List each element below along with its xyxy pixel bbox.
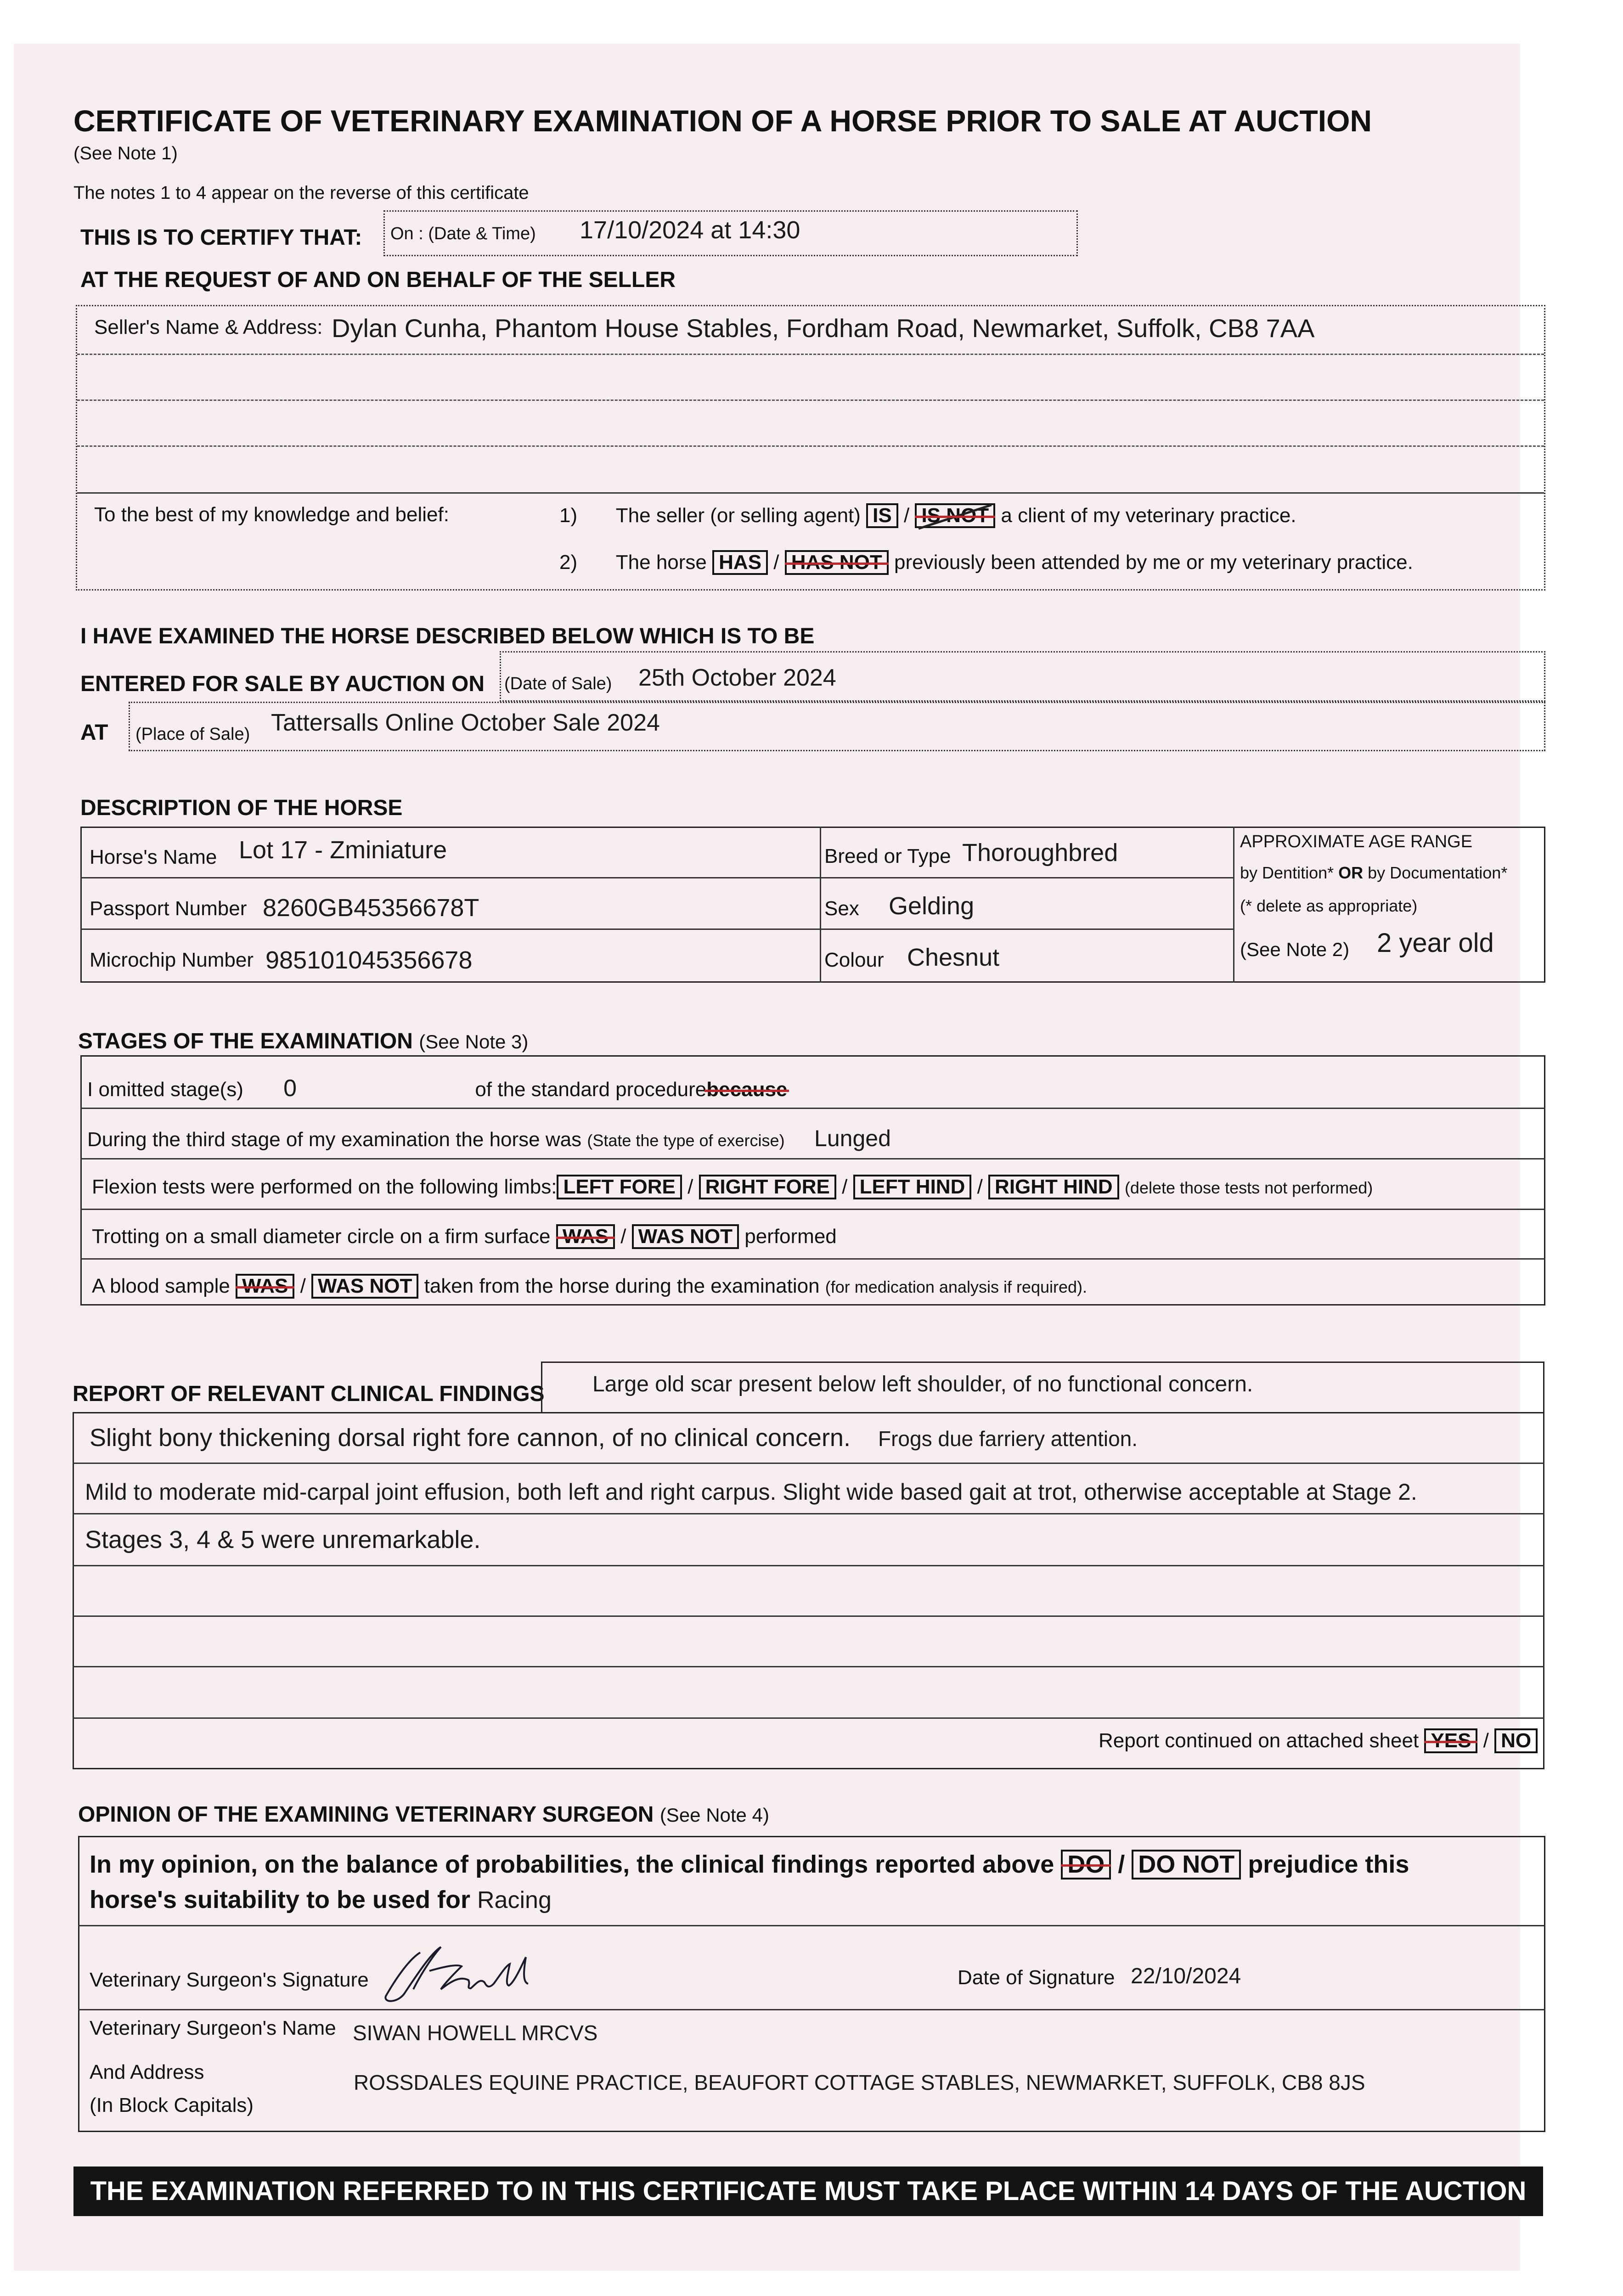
signature-mark (377, 1939, 597, 2008)
colour-label: Colour (824, 949, 884, 971)
opinion-do-option[interactable]: DO (1061, 1850, 1111, 1880)
knowledge-line-1-num: 1) (559, 504, 578, 527)
report-continued-no[interactable]: NO (1494, 1728, 1538, 1753)
findings-line-1 (90, 1424, 1138, 1452)
opinion-heading-note: (See Note 4) (659, 1804, 769, 1826)
microchip-value: 985101045356678 (265, 946, 473, 974)
blood-pre: A blood sample (92, 1275, 230, 1297)
breed-value: Thoroughbred (962, 839, 1118, 867)
opinion-heading (78, 1802, 769, 1827)
omitted-post: of the standard procedure (475, 1078, 707, 1101)
trotting-was-option[interactable]: WAS (556, 1224, 615, 1249)
flexion-right-fore[interactable]: RIGHT FORE (699, 1175, 836, 1199)
seller-line-2 (77, 400, 1544, 401)
knowledge-line-2-text: The horse (615, 551, 707, 574)
opinion-text-line2: horse's suitability to be used for (90, 1886, 470, 1913)
passport-value: 8260GB45356678T (263, 894, 479, 922)
seller-line-3 (77, 445, 1544, 447)
address-label-2: (In Block Capitals) (90, 2094, 254, 2116)
seller-label: Seller's Name & Address: (94, 316, 323, 338)
see-note-1: (See Note 1) (73, 143, 178, 163)
sale-heading: ENTERED FOR SALE BY AUCTION ON (80, 672, 485, 696)
knowledge-line-2 (559, 550, 1413, 575)
flexion-label: Flexion tests were performed on the following limbs: (92, 1176, 557, 1198)
findings-line-1a: Slight bony thickening dorsal right fore cannon, of no clinical concern. (90, 1424, 851, 1452)
certify-label: THIS IS TO CERTIFY THAT: (80, 225, 362, 250)
vet-name-label: Veterinary Surgeon's Name (90, 2017, 336, 2039)
age-methods (1240, 863, 1507, 883)
certify-on-value: 17/10/2024 at 14:30 (580, 216, 800, 244)
findings-line-d (73, 1615, 1544, 1617)
report-continued-row: Report continued on attached sheet YES / NO (1099, 1728, 1538, 1753)
horse-has-option[interactable]: HAS (712, 550, 768, 575)
findings-heading: REPORT OF RELEVANT CLINICAL FINDINGS (73, 1382, 545, 1406)
certificate-title: CERTIFICATE OF VETERINARY EXAMINATION OF A HORSE PRIOR TO SALE AT AUCTION (73, 104, 1372, 138)
sex-label: Sex (824, 897, 859, 920)
report-continued-yes[interactable]: YES (1424, 1728, 1477, 1753)
seller-line-1 (77, 354, 1544, 355)
seller-is-not-option[interactable]: IS NOT (915, 503, 995, 528)
blood-post: taken from the horse during the examination (424, 1275, 820, 1297)
stages-line-1 (80, 1108, 1545, 1109)
signature-label: Veterinary Surgeon's Signature (90, 1969, 369, 1991)
knowledge-label: To the best of my knowledge and belief: (94, 503, 449, 526)
blood-was-not-option[interactable]: WAS NOT (311, 1274, 418, 1299)
stages-line-2 (80, 1158, 1545, 1159)
description-divider-1 (820, 827, 821, 983)
flexion-left-hind[interactable]: LEFT HIND (853, 1175, 972, 1199)
sale-at-label: AT (80, 720, 108, 745)
signature (377, 1939, 597, 2010)
findings-line-f (73, 1717, 1544, 1719)
sale-date-label: (Date of Sale) (504, 674, 612, 693)
opinion-line-1 (78, 1925, 1545, 1926)
examined-heading: I HAVE EXAMINED THE HORSE DESCRIBED BELOW WHICH IS TO BE (80, 624, 815, 648)
stages-line-3 (80, 1209, 1545, 1210)
trotting-post: performed (744, 1225, 837, 1248)
stages-heading (78, 1029, 528, 1054)
third-stage-hint: (State the type of exercise) (587, 1131, 785, 1150)
knowledge-line-2-post: previously been attended by me or my veterinary practice. (894, 551, 1413, 574)
age-heading: APPROXIMATE AGE RANGE (1240, 832, 1473, 851)
flexion-left-fore[interactable]: LEFT FORE (557, 1175, 682, 1199)
knowledge-line-2-sep: / (773, 551, 779, 574)
opinion-text-post: prejudice this (1248, 1851, 1409, 1878)
opinion-heading-text: OPINION OF THE EXAMINING VETERINARY SURGEON (78, 1802, 654, 1827)
horse-name-label: Horse's Name (90, 846, 217, 868)
passport-label: Passport Number (90, 897, 247, 920)
description-divider-2 (1233, 827, 1234, 983)
description-row-line-1 (80, 877, 1233, 878)
age-or: OR (1338, 863, 1364, 882)
knowledge-line-1-sep: / (903, 504, 910, 527)
opinion-use-row (90, 1885, 552, 1914)
address-label-1: And Address (90, 2061, 204, 2083)
age-by-dentition: by Dentition* (1240, 863, 1334, 882)
age-delete-note: (* delete as appropriate) (1240, 896, 1418, 915)
age-value: 2 year old (1377, 928, 1494, 958)
date-signature-label: Date of Signature (958, 1966, 1115, 1989)
knowledge-line-1 (559, 503, 1296, 528)
sale-place-label: (Place of Sale) (135, 725, 250, 744)
notes-line: The notes 1 to 4 appear on the reverse of this certificate (73, 183, 529, 203)
sale-date-value: 25th October 2024 (638, 664, 836, 691)
breed-label: Breed or Type (824, 845, 951, 867)
opinion-use-value: Racing (477, 1887, 552, 1913)
vet-name-value: SIWAN HOWELL MRCVS (353, 2021, 598, 2045)
opinion-line-2 (78, 2009, 1545, 2010)
seller-is-option[interactable]: IS (866, 503, 898, 528)
stages-heading-note: (See Note 3) (419, 1031, 529, 1052)
opinion-text-pre: In my opinion, on the balance of probabilities, the clinical findings reported above (90, 1851, 1054, 1878)
description-row-line-2 (80, 929, 1233, 930)
footer-banner: THE EXAMINATION REFERRED TO IN THIS CERTIFICATE MUST TAKE PLACE WITHIN 14 DAYS OF THE AUCTION (73, 2167, 1543, 2216)
seller-box (76, 305, 1545, 591)
seller-value: Dylan Cunha, Phantom House Stables, Fordham Road, Newmarket, Suffolk, CB8 7AA (332, 314, 1315, 343)
certify-on-label: On : (Date & Time) (390, 224, 536, 243)
stages-line-4 (80, 1258, 1545, 1260)
findings-line-b (73, 1513, 1544, 1514)
findings-line-2: Mild to moderate mid-carpal joint effusion, both left and right carpus. Slight wide based gait at trot, otherwise acceptable at Stage 2. (85, 1479, 1417, 1505)
trotting-was-not-option[interactable]: WAS NOT (632, 1224, 739, 1249)
omitted-value: 0 (283, 1075, 297, 1102)
blood-row: A blood sample WAS / WAS NOT taken from the horse during the examination (for medication analysis if required). (92, 1274, 1087, 1299)
trotting-row: Trotting on a small diameter circle on a firm surface WAS / WAS NOT performed (92, 1224, 837, 1249)
findings-line-3: Stages 3, 4 & 5 were unremarkable. (85, 1526, 481, 1553)
third-stage-value: Lunged (814, 1125, 891, 1151)
horse-has-not-option[interactable]: HAS NOT (785, 550, 889, 575)
seller-line-4 (77, 492, 1544, 494)
request-heading-text: AT THE REQUEST OF AND ON BEHALF OF THE SELLER (80, 268, 676, 292)
sale-place-value: Tattersalls Online October Sale 2024 (271, 709, 660, 736)
age-by-documentation: by Documentation* (1368, 863, 1508, 882)
description-heading: DESCRIPTION OF THE HORSE (80, 796, 403, 820)
omitted-row (87, 1075, 787, 1102)
findings-line-0: Large old scar present below left shoulder, of no functional concern. (592, 1372, 1253, 1396)
microchip-label: Microchip Number (90, 949, 254, 971)
third-stage-row (87, 1125, 891, 1152)
horse-name-value: Lot 17 - Zminiature (239, 836, 447, 864)
flexion-row: Flexion tests were performed on the following limbs: LEFT FORE / RIGHT FORE / LEFT HIND / RIGHT HIND (delete those tests not performed) (92, 1175, 1373, 1199)
knowledge-line-1-text: The seller (or selling agent) (615, 504, 861, 527)
date-signature-value: 22/10/2024 (1131, 1964, 1241, 1988)
sex-value: Gelding (889, 892, 975, 920)
flexion-right-hind[interactable]: RIGHT HIND (988, 1175, 1119, 1199)
blood-note: (for medication analysis if required). (825, 1277, 1088, 1296)
stages-heading-text: STAGES OF THE EXAMINATION (78, 1029, 413, 1053)
colour-value: Chesnut (907, 944, 1000, 971)
findings-line-a (73, 1463, 1544, 1464)
trotting-pre: Trotting on a small diameter circle on a firm surface (92, 1225, 551, 1248)
age-see-note: (See Note 2) (1240, 939, 1350, 960)
opinion-statement: In my opinion, on the balance of probabilities, the clinical findings reported above DO / DO NOT prejudice this (90, 1850, 1409, 1880)
findings-line-e (73, 1666, 1544, 1667)
knowledge-line-2-num: 2) (559, 551, 578, 574)
findings-line-1b: Frogs due farriery attention. (878, 1427, 1138, 1451)
vet-address-value: ROSSDALES EQUINE PRACTICE, BEAUFORT COTTAGE STABLES, NEWMARKET, SUFFOLK, CB8 8JS (354, 2071, 1365, 2094)
omitted-struck: because (706, 1078, 788, 1101)
blood-was-option[interactable]: WAS (236, 1274, 294, 1299)
omitted-pre: I omitted stage(s) (87, 1078, 243, 1101)
knowledge-line-1-post: a client of my veterinary practice. (1001, 504, 1296, 527)
flexion-note: (delete those tests not performed) (1124, 1178, 1373, 1197)
findings-table (73, 1412, 1544, 1769)
report-continued-label: Report continued on attached sheet (1099, 1729, 1419, 1752)
findings-line-c (73, 1565, 1544, 1566)
third-stage-label: During the third stage of my examination the horse was (87, 1128, 582, 1151)
opinion-do-not-option[interactable]: DO NOT (1132, 1850, 1241, 1880)
